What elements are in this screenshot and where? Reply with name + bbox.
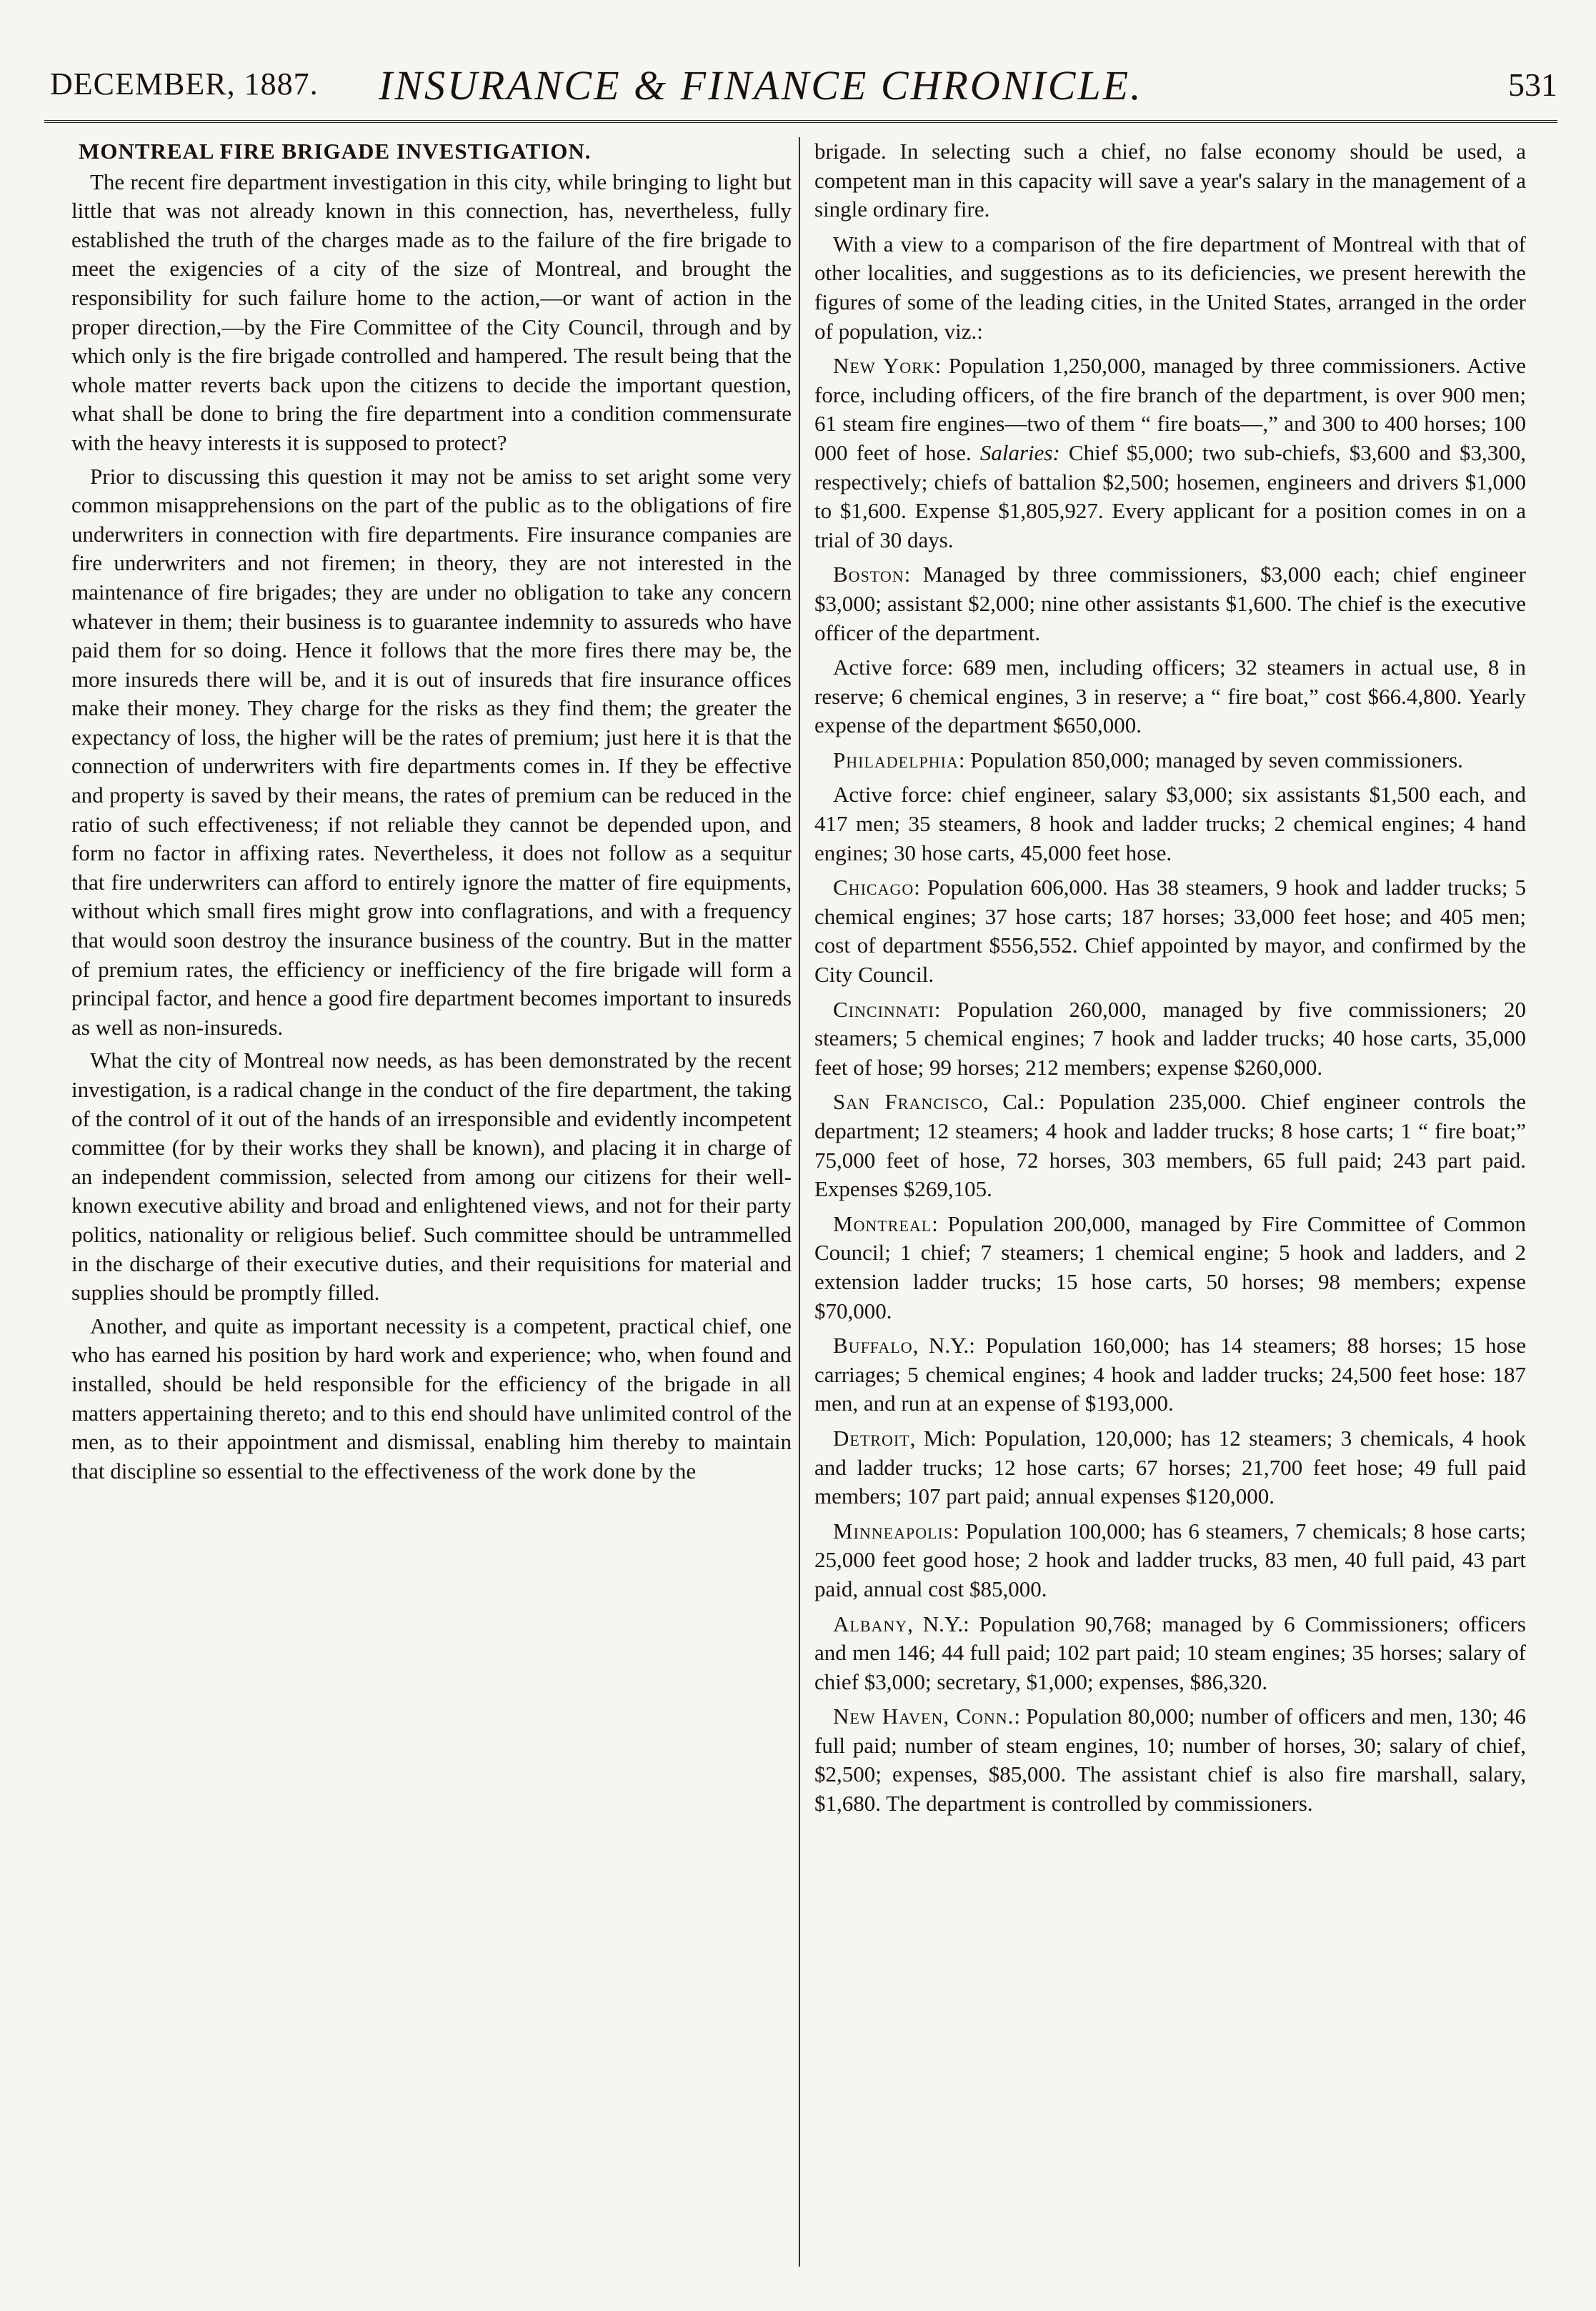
city-name: Cincinnati [833, 996, 934, 1022]
running-header [50, 62, 1557, 116]
city-name: Albany [833, 1611, 908, 1636]
header-rule [44, 120, 1557, 123]
city-text: : Population 850,000; managed by seven commissioners. [958, 747, 1463, 772]
column-divider [799, 137, 800, 2267]
city-entry-minneapolis [814, 1517, 1526, 1604]
paragraph: Prior to discussing this question it may not be amiss to set aright some very common misapprehensions on the part of the public as to the obligations of fire underwriters in connection with fire departments. Fire insurance companies are fire underwriters and not firemen; in theory, they are not interested in the maintenance of fire brigades; they are under no obligation to take any concern whatever in them; their business is to guarantee indemnity to assureds who have paid them for so doing. Hence it follows that the more fires there may be, the more insureds there will be, and it is out of insureds that fire insurance offices make their money. They charge for the risks as they find them; the greater the expectancy of loss, the higher will be the rates of premium; just here it is that the connection of underwriters with fire departments comes in. If they be effective and property is saved by their means, the rates of premium can be reduced in the ratio of such effectiveness; if not reliable they cannot be depended upon, and form no factor in affixing rates. Nevertheless, it does not follow as a sequitur that fire underwriters can afford to entirely ignore the matter of fire equipments, without which small fires might grow into conflagrations, and with a frequency that would soon destroy the insurance business of the country. But in the matter of premium rates, the efficiency or inefficiency of the fire brigade will form a principal factor, and hence a good fire department becomes important to insureds as well as non-insureds. [71, 463, 792, 1040]
city-text: , Mich: Population, 120,000; has 12 steamers; 3 chemicals, 4 hook and ladder trucks; 12 hose carts; 67 horses; 21,700 feet hose; 49 full paid members; 107 part paid; annual expenses $120,000. [814, 1425, 1526, 1509]
paragraph: Another, and quite as important necessity is a competent, practical chief, one who has earned his position by hard work and experience; who, when found and installed, should be held responsible for the efficiency of the brigade in all matters appertaining thereto; and to this end should have unlimited control of the men, as to their appointment and dismissal, enabling him thereby to maintain that discipline so essential to the effectiveness of the work done by the [71, 1313, 792, 1483]
paragraph: What the city of Montreal now needs, as has been demonstrated by the recent investigation, is a radical change in the conduct of the fire department, the taking of the control of it out of the hands of an irresponsible and evidently incompetent committee (for by their works they shall be known), and placing it in charge of an independent commission, selected from among our citizens for their well-known executive ability and broad and enlightened views, and not for their party politics, nationality or religious belief. Such committee should be untrammelled in the discharge of their executive duties, and their requisitions for material and supplies should be promptly filled. [71, 1048, 792, 1306]
city-name: New Haven, Conn. [833, 1704, 1014, 1729]
city-entry-detroit [814, 1424, 1526, 1511]
city-text: : Population 80,000; number of officers and men, 130; 46 full paid; number of steam engines, 10; number of horses, 30; salary of chief, $2,500; expenses, $85,000. The assistant chief is also fire marshall, salary, $1,680. The department is controlled by commissioners. [814, 1704, 1526, 1817]
city-text: , N.Y.: Population 90,768; managed by 6 Commissioners; officers and men 146; 44 full paid; 102 part paid; 10 steam engines; 35 horses; salary of chief $3,000; secretary, $1,000; expenses, $86,320. [814, 1611, 1526, 1694]
city-entry-new-york [814, 352, 1526, 555]
city-entry-philadelphia-force [814, 780, 1526, 868]
left-column [71, 137, 792, 1490]
city-entry-boston [814, 560, 1526, 647]
city-entry-chicago [814, 873, 1526, 989]
city-entry-boston-force [814, 653, 1526, 740]
city-text: : Population 200,000, managed by Fire Committee of Common Council; 1 chief; 7 steamers; 1 chemical engine; 5 hook and ladders, and 2 extension ladder trucks; 15 hose carts, 50 horses; 98 members; expense $70,000. [814, 1211, 1526, 1323]
city-text: Active force: chief engineer, salary $3,000; six assistants $1,500 each, and 417 men; 35 steamers, 8 hook and ladder trucks; 2 chemical engines; 4 hand engines; 30 hose carts, 45,000 feet hose. [814, 782, 1526, 865]
paragraph: brigade. In selecting such a chief, no false economy should be used, a competent man in this capacity will save a year's salary in the management of a single ordinary fire. [814, 139, 1526, 222]
city-entry-albany [814, 1610, 1526, 1697]
city-name: New York [833, 353, 935, 379]
city-text: Active force: 689 men, including officers; 32 steamers in actual use, 8 in reserve; 6 chemical engines, 3 in reserve; a “ fire boat,” cost $66.4,800. Yearly expense of the department $650,000. [814, 655, 1526, 738]
issue-date: DECEMBER, 1887. [50, 66, 319, 101]
article-heading: MONTREAL FIRE BRIGADE INVESTIGATION. [79, 139, 592, 164]
page-number: 531 [1508, 66, 1557, 103]
city-text-continued: Chief $5,000; two sub-chiefs, $3,600 and $3,300, respectively; chiefs of battalion $2,500; hosemen, engineers and drivers $1,000 to $1,600. Expense $1,805,927. Every applicant for a position comes in on a trial of 30 days. [814, 439, 1527, 552]
city-text: : Population 100,000; has 6 steamers, 7 chemicals; 8 hose carts; 25,000 feet good hose; 2 hook and ladder trucks, 83 men, 40 full paid, 43 part paid, annual cost $85,000. [814, 1518, 1526, 1601]
city-entry-new-haven [814, 1702, 1526, 1818]
city-name: Minneapolis [833, 1518, 954, 1544]
city-entry-montreal [814, 1210, 1526, 1326]
city-entry-buffalo [814, 1331, 1526, 1418]
city-text: : Population 606,000. Has 38 steamers, 9 hook and ladder trucks; 5 chemical engines; 37 hose carts; 187 horses; 33,000 feet hose; and 405 men; cost of department $556,552. Chief appointed by mayor, and confirmed by the City Council. [814, 875, 1526, 988]
city-name: San Francisco [833, 1089, 984, 1115]
city-name: Boston [833, 562, 904, 587]
city-entry-san-francisco [814, 1088, 1526, 1203]
paragraph: The recent fire department investigation in this city, while bringing to light but little that was not already known in this connection, has, nevertheless, fully established the truth of the charges made as to the failure of the fire brigade to meet the exigencies of a city of the size of Montreal, and brought the responsibility for such failure home to the action,—or want of action in the proper direction,—by the Fire Committee of the City Council, through and by which only is the fire brigade controlled and hampered. The result being that the whole matter reverts back upon the citizens to decide the important question, what shall be done to bring the fire department into a condition commensurate with the heavy interests it is supposed to protect? [71, 169, 792, 455]
city-name: Buffalo [833, 1333, 913, 1358]
city-name: Chicago [833, 875, 914, 900]
paragraph: With a view to a comparison of the fire department of Montreal with that of other localities, and suggestions as to its deficiencies, we present herewith the figures of some of the leading cities, in the United States, arranged in the order of population, viz.: [814, 231, 1526, 344]
city-text: , N.Y.: Population 160,000; has 14 steamers; 88 horses; 15 hose carriages; 5 chemical engines; 4 hook and ladder trucks; 24,500 feet hose: 187 men, and run at an expense of $193,000. [814, 1333, 1526, 1416]
city-text: : Managed by three commissioners, $3,000 each; chief engineer $3,000; assistant $2,000; nine other assistants $1,600. The chief is the executive officer of the department. [814, 562, 1526, 645]
city-entry-philadelphia [814, 746, 1526, 775]
publication-title: INSURANCE & FINANCE CHRONICLE. [379, 62, 1143, 109]
city-text: , Cal.: Population 235,000. Chief engineer controls the department; 12 steamers; 4 hook and ladder trucks; 8 hose carts; 1 “ fire boat;” 75,000 feet of hose, 72 horses, 303 members, 65 full paid; 243 part paid. Expenses $269,105. [814, 1089, 1526, 1202]
city-name: Montreal [833, 1211, 932, 1236]
city-name: Philadelphia [833, 747, 959, 772]
city-text: : Population 1,250,000, managed by three commissioners. Active force, including officers, of the fire branch of the department, is over 900 men; 61 steam fire engines—two of them “ fire boats—,” and 300 to 400 horses; 100 000 feet of hose. [814, 353, 1526, 465]
city-text: : Population 260,000, managed by five commissioners; 20 steamers; 5 chemical engines; 7 hook and ladder trucks; 40 hose carts, 35,000 feet of hose; 99 horses; 212 members; expense $260,000. [814, 996, 1526, 1080]
right-column [814, 137, 1526, 1824]
salaries-label: Salaries: [979, 439, 1060, 465]
city-entry-cincinnati [814, 995, 1526, 1083]
city-name: Detroit [833, 1425, 910, 1451]
